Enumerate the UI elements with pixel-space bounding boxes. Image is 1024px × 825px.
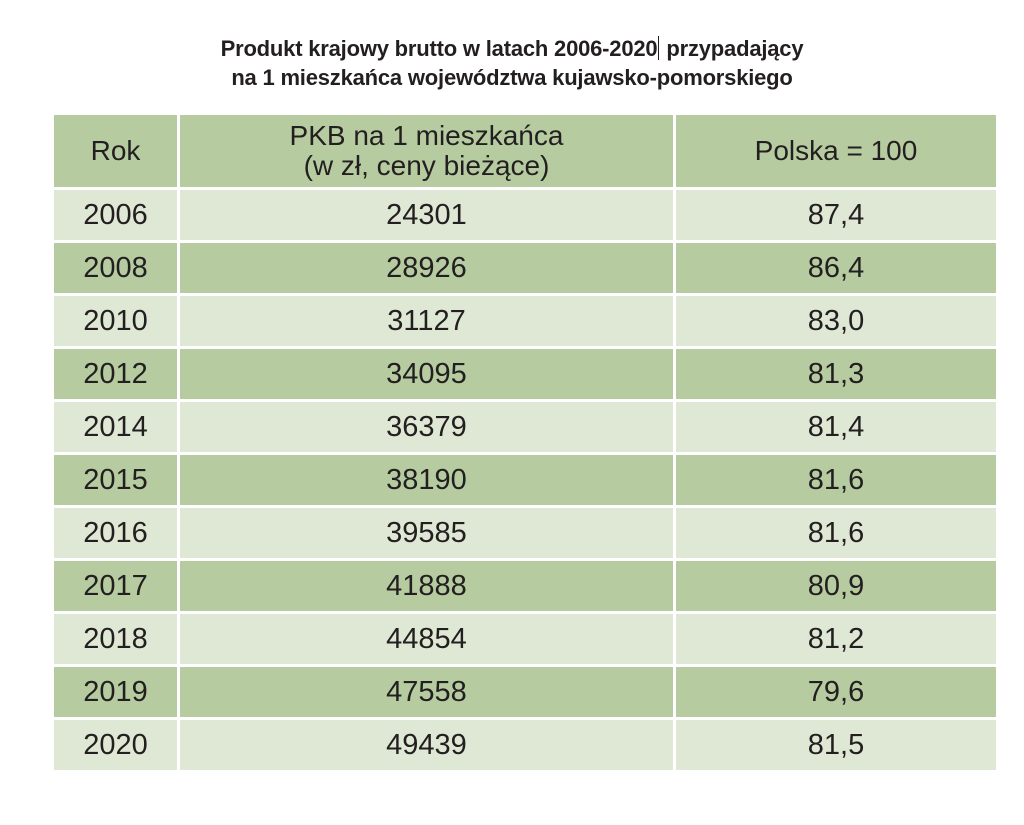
- table-row: [53, 666, 998, 719]
- table-row: [53, 560, 998, 613]
- cell-index: 79,6: [675, 666, 998, 719]
- cell-gdp: 31127: [179, 295, 675, 348]
- cell-gdp: 49439: [179, 719, 675, 772]
- cell-year: 2020: [53, 719, 179, 772]
- text-cursor: [658, 36, 659, 60]
- cell-year: 2006: [53, 189, 179, 242]
- cell-index: 80,9: [675, 560, 998, 613]
- table-row: [53, 348, 998, 401]
- table-row: [53, 242, 998, 295]
- header-row: [53, 114, 998, 189]
- title-line-2: na 1 mieszkańca województwa kujawsko-pomorskiego: [231, 65, 793, 90]
- header-gdp-per-capita: [179, 114, 675, 189]
- cell-index: 81,4: [675, 401, 998, 454]
- cell-index: 81,5: [675, 719, 998, 772]
- cell-year: 2017: [53, 560, 179, 613]
- cell-index: 87,4: [675, 189, 998, 242]
- title-line-1: [0, 34, 1024, 63]
- table-row: [53, 454, 998, 507]
- cell-gdp: 47558: [179, 666, 675, 719]
- cell-gdp: 24301: [179, 189, 675, 242]
- data-table: [51, 112, 999, 773]
- cell-index: 86,4: [675, 242, 998, 295]
- table-row: [53, 507, 998, 560]
- title-line-1-end: przypadający: [666, 36, 804, 61]
- table-row: [53, 295, 998, 348]
- cell-gdp: 41888: [179, 560, 675, 613]
- cell-index: 81,3: [675, 348, 998, 401]
- cell-year: 2015: [53, 454, 179, 507]
- cell-gdp: 39585: [179, 507, 675, 560]
- cell-gdp: 34095: [179, 348, 675, 401]
- cell-year: 2014: [53, 401, 179, 454]
- cell-year: 2012: [53, 348, 179, 401]
- header-gdp-line-1: PKB na 1 mieszkańca: [289, 120, 564, 151]
- table-row: [53, 189, 998, 242]
- header-poland-index: Polska = 100: [675, 114, 998, 189]
- table-title: [0, 34, 1024, 92]
- cell-gdp: 28926: [179, 242, 675, 295]
- cell-year: 2010: [53, 295, 179, 348]
- cell-index: 81,6: [675, 507, 998, 560]
- header-year: Rok: [53, 114, 179, 189]
- cell-index: 83,0: [675, 295, 998, 348]
- table-row: [53, 613, 998, 666]
- table-row: [53, 719, 998, 772]
- table-row: [53, 401, 998, 454]
- cell-year: 2016: [53, 507, 179, 560]
- header-gdp-line-2: (w zł, ceny bieżące): [303, 150, 550, 181]
- cell-gdp: 36379: [179, 401, 675, 454]
- cell-gdp: 44854: [179, 613, 675, 666]
- cell-year: 2018: [53, 613, 179, 666]
- cell-year: 2019: [53, 666, 179, 719]
- cell-index: 81,6: [675, 454, 998, 507]
- cell-gdp: 38190: [179, 454, 675, 507]
- title-line-1-start: Produkt krajowy brutto w latach 2006-2020: [220, 36, 658, 61]
- cell-index: 81,2: [675, 613, 998, 666]
- cell-year: 2008: [53, 242, 179, 295]
